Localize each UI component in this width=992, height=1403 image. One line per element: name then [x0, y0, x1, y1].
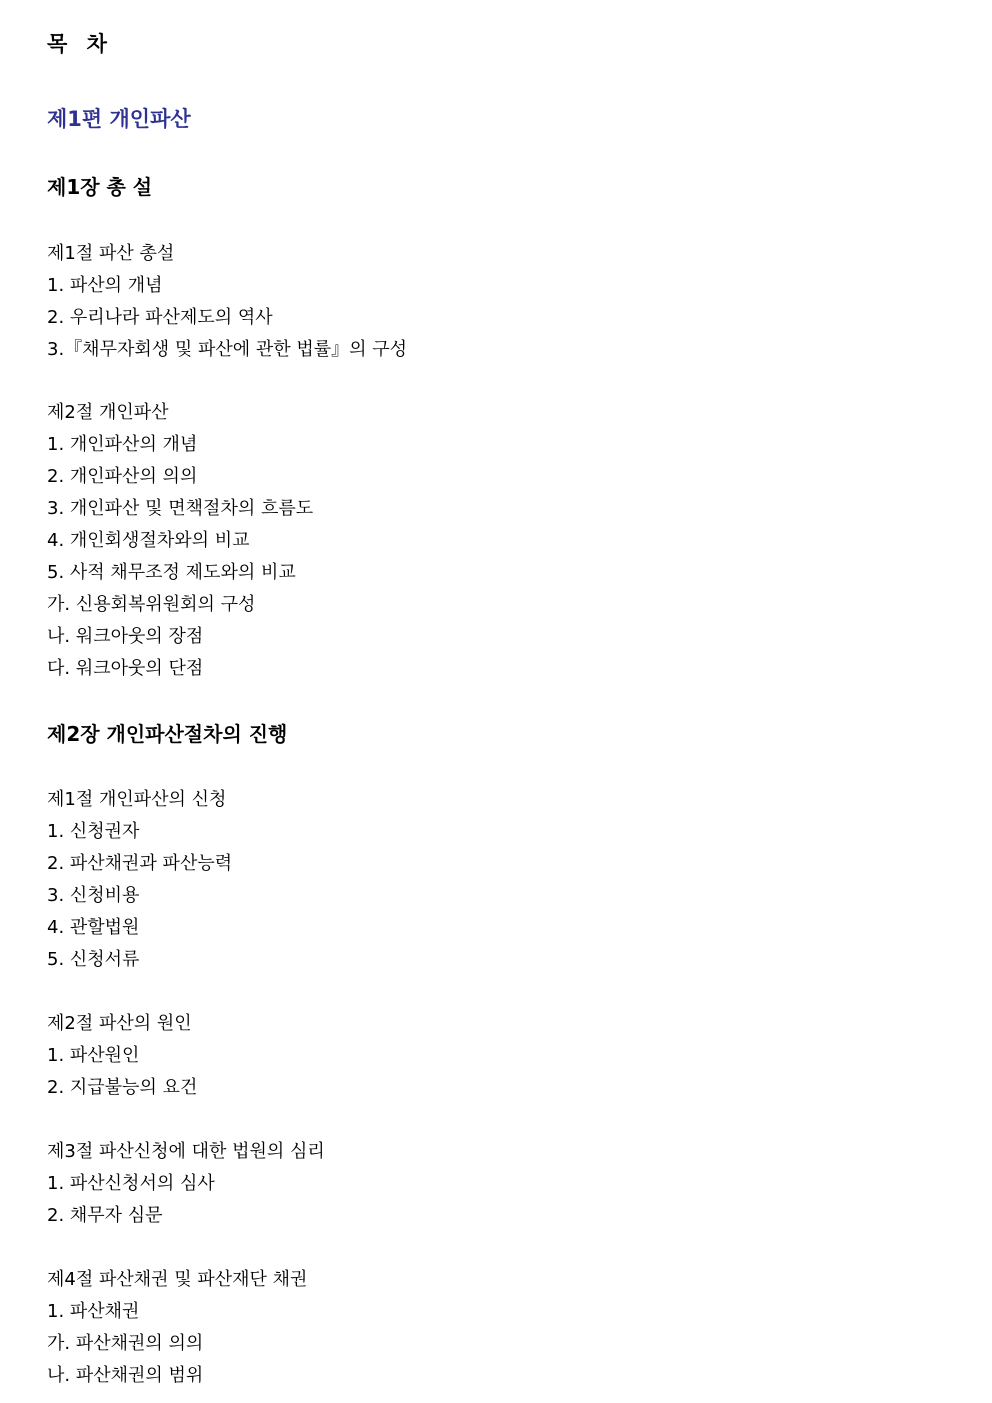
toc-item: 다. 워크아웃의 단점 — [47, 658, 204, 679]
toc-item: 1. 개인파산의 개념 — [47, 434, 198, 455]
section-heading: 제1절 파산 총설 — [47, 243, 175, 264]
toc-item: 나. 워크아웃의 장점 — [47, 626, 204, 647]
chapter-2-heading: 제2장 개인파산절차의 진행 — [47, 722, 288, 746]
toc-item: 2. 채무자 심문 — [47, 1205, 163, 1226]
toc-item: 4. 개인회생절차와의 비교 — [47, 530, 250, 551]
chapter-2-section-1 — [47, 784, 232, 976]
toc-item: 2. 파산채권과 파산능력 — [47, 853, 233, 874]
toc-item: 1. 파산의 개념 — [47, 275, 163, 296]
toc-item: 5. 신청서류 — [47, 949, 140, 970]
toc-item: 2. 개인파산의 의의 — [47, 466, 198, 487]
chapter-2-section-3 — [47, 1136, 325, 1232]
toc-item: 1. 파산채권 — [47, 1301, 140, 1322]
toc-item: 나. 파산채권의 범위 — [47, 1365, 204, 1386]
toc-item: 2. 지급불능의 요건 — [47, 1077, 198, 1098]
section-heading: 제2절 파산의 원인 — [47, 1013, 192, 1034]
toc-item: 4. 관할법원 — [47, 917, 140, 938]
toc-item: 가. 신용회복위원회의 구성 — [47, 594, 256, 615]
toc-item: 1. 신청권자 — [47, 821, 140, 842]
toc-item: 2. 우리나라 파산제도의 역사 — [47, 307, 273, 328]
section-heading: 제4절 파산채권 및 파산재단 채권 — [47, 1269, 308, 1290]
toc-item: 1. 파산신청서의 심사 — [47, 1173, 215, 1194]
section-heading: 제1절 개인파산의 신청 — [47, 789, 227, 810]
toc-item: 1. 파산원인 — [47, 1045, 140, 1066]
toc-item: 3. 신청비용 — [47, 885, 140, 906]
chapter-2-section-4 — [47, 1264, 307, 1392]
part-1-heading: 제1편 개인파산 — [47, 107, 191, 131]
chapter-1-section-2 — [47, 397, 313, 685]
toc-title: 목 차 — [47, 32, 113, 56]
chapter-1-heading: 제1장 총 설 — [47, 175, 153, 199]
chapter-1-section-1 — [47, 238, 407, 366]
toc-item: 5. 사적 채무조정 제도와의 비교 — [47, 562, 296, 583]
toc-item: 가. 파산채권의 의의 — [47, 1333, 204, 1354]
section-heading: 제3절 파산신청에 대한 법원의 심리 — [47, 1141, 325, 1162]
chapter-2-section-2 — [47, 1008, 197, 1104]
toc-item: 3.『채무자회생 및 파산에 관한 법률』의 구성 — [47, 339, 407, 360]
section-heading: 제2절 개인파산 — [47, 402, 169, 423]
toc-item: 3. 개인파산 및 면책절차의 흐름도 — [47, 498, 314, 519]
